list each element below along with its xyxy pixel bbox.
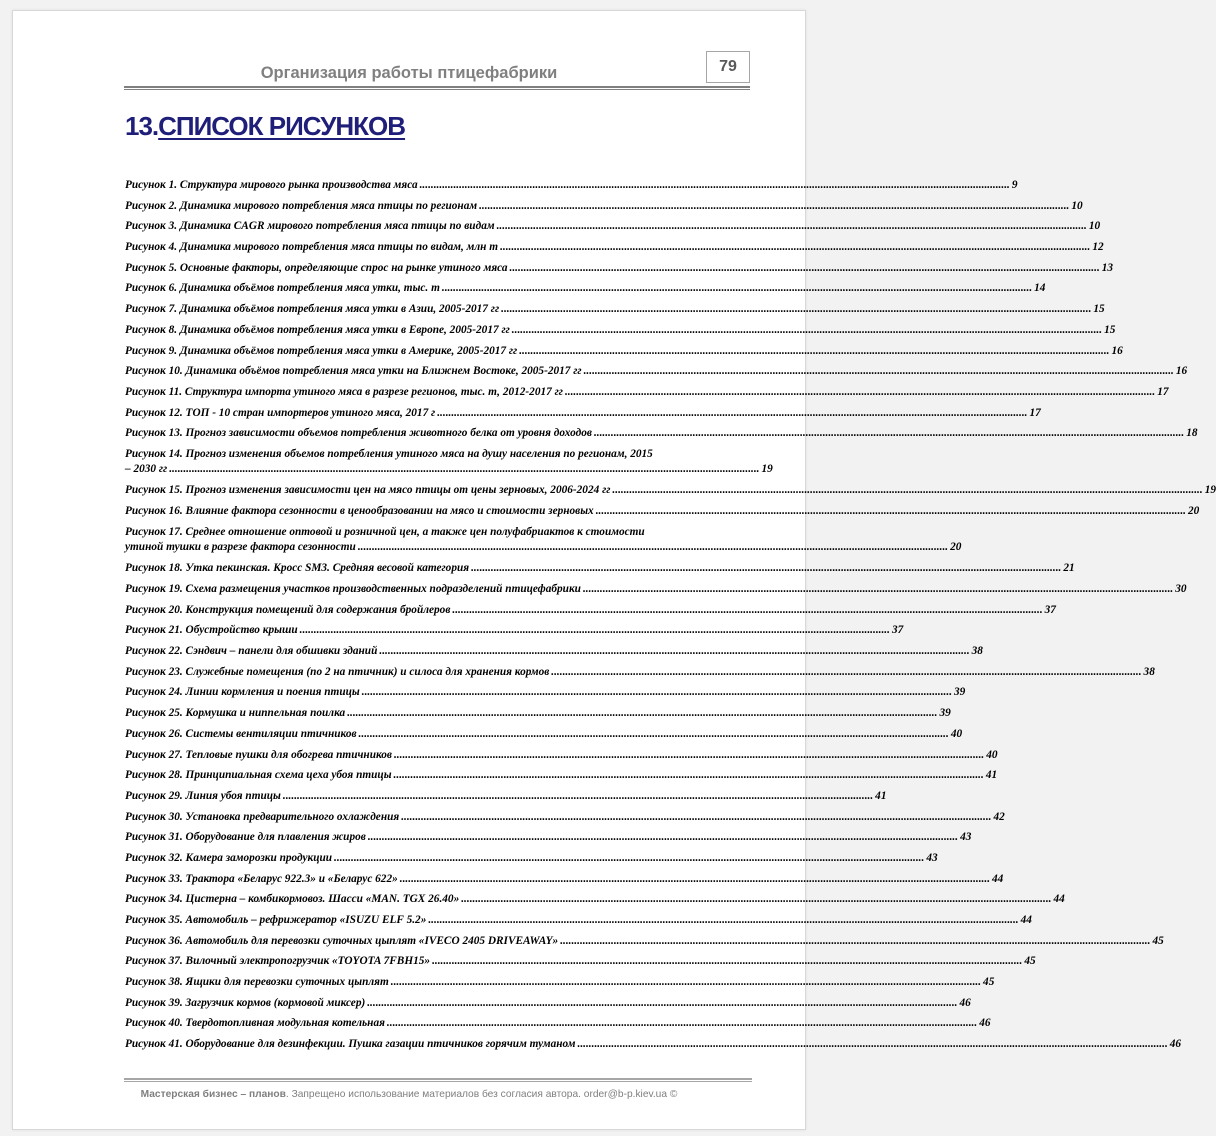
figure-entry-page-number: 15 bbox=[1093, 303, 1105, 316]
section-heading bbox=[125, 111, 405, 142]
figure-entry-page-number: 20 bbox=[1187, 505, 1200, 518]
dot-leader bbox=[400, 872, 990, 886]
figure-entry-label: Рисунок 2. Динамика мирового потребления мяса птицы по регионам bbox=[125, 199, 478, 212]
figure-list-entry[interactable] bbox=[125, 281, 1046, 302]
figure-list-entry[interactable] bbox=[125, 261, 1114, 282]
figure-entry-label: Рисунок 22. Сэндвич – панели для обшивки зданий bbox=[125, 645, 378, 658]
figure-entry-label: Рисунок 31. Оборудование для плавления жиров bbox=[125, 831, 366, 844]
figure-entry-continuation-line bbox=[125, 540, 962, 555]
figure-entry-label: Рисунок 36. Автомобиль для перевозки суточных цыплят «IVECO 2405 DRIVEAWAY» bbox=[125, 934, 559, 947]
figure-entry-page-number: 10 bbox=[1071, 199, 1083, 212]
figure-entry-label: Рисунок 35. Автомобиль – рефрижератор «ISUZU ELF 5.2» bbox=[125, 914, 427, 926]
figure-entry-page-number: 19 bbox=[1204, 484, 1216, 497]
dot-leader bbox=[432, 954, 1022, 968]
figure-entry-page-number: 45 bbox=[983, 976, 995, 989]
figure-list-entry[interactable] bbox=[125, 706, 951, 727]
figure-list-entry[interactable] bbox=[125, 996, 971, 1017]
figure-entry-page-number: 41 bbox=[985, 769, 998, 782]
figure-entry-page-number: 16 bbox=[1111, 344, 1123, 357]
figure-entry-label: Рисунок 7. Динамика объёмов потребления мяса утки в Азии, 2005-2017 гг bbox=[125, 303, 500, 316]
figure-list-entry[interactable] bbox=[125, 525, 962, 562]
figure-entry-label: Рисунок 1. Структура мирового рынка производства мяса bbox=[125, 179, 418, 191]
figure-entry-page-number: 12 bbox=[1092, 241, 1104, 254]
dot-leader bbox=[501, 302, 1091, 316]
dot-leader bbox=[420, 178, 1010, 192]
figure-list-entry[interactable] bbox=[125, 406, 1041, 427]
figure-entry-label: Рисунок 9. Динамика объёмов потребления мяса утки в Америке, 2005-2017 гг bbox=[125, 344, 518, 357]
figure-entry-label: Рисунок 10. Динамика объёмов потребления мяса утки на Ближнем Востоке, 2005-2017 гг bbox=[125, 365, 582, 378]
page-number-box: 79 bbox=[706, 51, 750, 83]
figure-entry-label: Рисунок 12. ТОП - 10 стран импортеров утиного мяса, 2017 г bbox=[125, 406, 436, 419]
figure-list-entry[interactable] bbox=[125, 603, 1056, 624]
figure-list-entry[interactable] bbox=[125, 665, 1155, 686]
figure-list-entry[interactable] bbox=[125, 582, 1187, 603]
dot-leader bbox=[560, 934, 1150, 948]
figure-entry-label: Рисунок 15. Прогноз изменения зависимости цен на мясо птицы от цены зерновых, 2006-2024 гг bbox=[125, 484, 611, 497]
figure-entry-page-number: 37 bbox=[1044, 603, 1056, 616]
figure-entry-label: Рисунок 39. Загрузчик кормов (кормовой миксер) bbox=[125, 996, 366, 1009]
figure-entry-label: Рисунок 24. Линии кормления и поения птицы bbox=[125, 686, 360, 699]
figure-entry-label: Рисунок 41. Оборудование для дезинфекции. Пушка газации птичников горячим туманом bbox=[125, 1038, 576, 1051]
footer-notice: . Запрещено использование материалов без согласия автора. order@b-p.kiev.ua bbox=[285, 1089, 670, 1100]
figure-entry-label: Рисунок 38. Ящики для перевозки суточных цыплят bbox=[125, 976, 389, 989]
figure-entry-label: Рисунок 11. Структура импорта утиного мяса в разрезе регионов, тыс. т, 2012-2017 гг bbox=[125, 385, 563, 398]
figure-entry-label: Рисунок 5. Основные факторы, определяющие спрос на рынке утиного мяса bbox=[125, 261, 508, 274]
dot-leader bbox=[358, 540, 948, 555]
figure-list-entry[interactable] bbox=[125, 561, 1075, 582]
dot-leader bbox=[452, 603, 1042, 617]
figure-list-entry[interactable] bbox=[125, 913, 1032, 934]
figure-entry-page-number: 38 bbox=[971, 645, 983, 658]
figure-entry-label: Рисунок 17. Среднее отношение оптовой и розничной цен, а также цен полуфабриактов к стоимости bbox=[125, 525, 645, 538]
figure-entry-page-number: 20 bbox=[950, 540, 962, 553]
figure-entry-label: Рисунок 3. Динамика CAGR мирового потребления мяса птицы по видам bbox=[125, 220, 495, 233]
document-page bbox=[12, 10, 1216, 1130]
dot-leader bbox=[442, 281, 1032, 295]
figure-entry-label: Рисунок 21. Обустройство крыши bbox=[125, 624, 298, 637]
figure-entry-page-number: 39 bbox=[954, 686, 966, 699]
dot-leader bbox=[584, 364, 1174, 378]
figure-entry-page-number: 46 bbox=[979, 1017, 991, 1030]
figure-entry-label: Рисунок 27. Тепловые пушки для обогрева птичников bbox=[125, 748, 392, 761]
figure-entry-label: Рисунок 33. Трактора «Беларус 922.3» и «Беларус 622» bbox=[125, 872, 398, 885]
footer-brand: Мастерская бизнес – планов bbox=[140, 1089, 286, 1100]
figure-entry-page-number: 17 bbox=[1029, 406, 1041, 419]
dot-leader bbox=[519, 344, 1109, 358]
figure-entry-page-number: 41 bbox=[875, 789, 887, 802]
figure-entry-page-number: 46 bbox=[1169, 1038, 1182, 1051]
section-number: 13. bbox=[125, 111, 159, 141]
figure-entry-page-number: 37 bbox=[891, 624, 904, 637]
figure-entry-label: Рисунок 28. Принципиальная схема цеха убоя птицы bbox=[125, 769, 392, 782]
figure-list-entry[interactable] bbox=[125, 892, 1065, 913]
figure-entry-label: Рисунок 16. Влияние фактора сезонности в ценообразовании на мясо и стоимости зерновых bbox=[125, 505, 594, 518]
figure-entry-label: Рисунок 23. Служебные помещения (по 2 на птичник) и силоса для хранения кормов bbox=[125, 665, 550, 678]
figure-entry-label: Рисунок 32. Камера заморозки продукции bbox=[125, 851, 333, 864]
figure-list-entry[interactable] bbox=[125, 954, 1036, 975]
figure-entry-page-number: 21 bbox=[1063, 562, 1075, 575]
dot-leader bbox=[401, 810, 991, 824]
header-divider bbox=[124, 86, 750, 90]
figure-list-entry[interactable] bbox=[125, 810, 1005, 831]
dot-leader bbox=[510, 261, 1100, 275]
figure-entry-page-number: 16 bbox=[1175, 365, 1188, 378]
figure-entry-page-number: 17 bbox=[1157, 385, 1169, 398]
figure-list-entry[interactable] bbox=[125, 344, 1123, 365]
dot-leader bbox=[437, 406, 1027, 420]
dot-leader bbox=[428, 913, 1018, 927]
dot-leader bbox=[362, 685, 952, 699]
figure-entry-page-number: 46 bbox=[959, 996, 971, 1009]
dot-leader bbox=[500, 240, 1090, 254]
figure-entry-label: Рисунок 18. Утка пекинская. Кросс SM3. Средняя весовой категория bbox=[125, 562, 470, 575]
figure-entry-label: Рисунок 6. Динамика объёмов потребления мяса утки, тыс. т bbox=[125, 282, 440, 295]
figure-entry-label: Рисунок 37. Вилочный электропогрузчик «TOYOTA 7FBH15» bbox=[125, 955, 431, 968]
figure-list-entry[interactable] bbox=[125, 975, 995, 996]
figure-list-entry[interactable] bbox=[125, 364, 1188, 385]
figure-entry-label: Рисунок 25. Кормушка и ниппельная поилка bbox=[125, 707, 346, 720]
figure-entry-continuation-line bbox=[125, 462, 773, 477]
figure-entry-label: Рисунок 40. Твердотопливная модульная котельная bbox=[125, 1017, 385, 1030]
figure-entry-page-number: 43 bbox=[926, 851, 938, 864]
figure-entry-page-number: 44 bbox=[1053, 893, 1065, 906]
dot-leader bbox=[169, 462, 759, 477]
figure-list-entry[interactable] bbox=[125, 302, 1105, 323]
dot-leader bbox=[461, 892, 1051, 906]
figure-list-entry[interactable] bbox=[125, 323, 1116, 344]
figure-list-entry[interactable] bbox=[125, 504, 1200, 525]
figure-list-entry[interactable] bbox=[125, 727, 963, 748]
figure-entry-page-number: 13 bbox=[1101, 261, 1114, 274]
figure-entry-page-number: 14 bbox=[1034, 282, 1046, 295]
dot-leader bbox=[391, 975, 981, 989]
dot-leader bbox=[347, 706, 937, 720]
figure-list-entry[interactable] bbox=[125, 240, 1104, 261]
dot-leader bbox=[551, 665, 1141, 679]
figure-entry-page-number: 44 bbox=[992, 872, 1004, 885]
figure-list-entry[interactable] bbox=[125, 623, 904, 644]
dot-leader bbox=[379, 644, 969, 658]
dot-leader bbox=[394, 748, 984, 762]
figure-entry-label: Рисунок 34. Цистерна – комбикормовоз. Шасси «MAN. TGX 26.40» bbox=[125, 893, 460, 906]
dot-leader bbox=[368, 830, 958, 844]
figure-list bbox=[125, 178, 1216, 1058]
figure-entry-page-number: 42 bbox=[993, 810, 1005, 823]
figure-entry-label: Рисунок 30. Установка предварительного охлаждения bbox=[125, 810, 400, 823]
footer-divider bbox=[124, 1078, 752, 1082]
figure-entry-label: Рисунок 19. Схема размещения участков производственных подразделений птицефабрики bbox=[125, 583, 581, 595]
figure-list-entry[interactable] bbox=[125, 1016, 991, 1037]
dot-leader bbox=[394, 768, 984, 782]
dot-leader bbox=[359, 727, 949, 741]
figure-list-entry[interactable] bbox=[125, 483, 1216, 504]
figure-list-entry[interactable] bbox=[125, 830, 972, 851]
page-footer bbox=[13, 1089, 805, 1100]
figure-entry-page-number: 38 bbox=[1143, 665, 1155, 678]
figure-entry-label-continuation: утиной тушки в разрезе фактора сезонности bbox=[125, 540, 356, 553]
figure-entry-label-continuation: – 2030 гг bbox=[125, 462, 168, 475]
figure-list-entry[interactable] bbox=[125, 199, 1083, 220]
dot-leader bbox=[367, 996, 957, 1010]
figure-entry-page-number: 40 bbox=[986, 748, 998, 761]
dot-leader bbox=[387, 1016, 977, 1030]
dot-leader bbox=[583, 582, 1173, 596]
figure-list-entry[interactable] bbox=[125, 447, 773, 484]
figure-entry-page-number: 15 bbox=[1104, 323, 1116, 336]
figure-entry-page-number: 19 bbox=[761, 462, 773, 475]
figure-list-entry[interactable] bbox=[125, 644, 983, 665]
figure-entry-label: Рисунок 20. Конструкция помещений для содержания бройлеров bbox=[125, 603, 451, 616]
dot-leader bbox=[596, 504, 1186, 518]
running-header-title: Организация работы птицефабрики bbox=[260, 64, 558, 82]
figure-list-entry[interactable] bbox=[125, 748, 998, 769]
figure-entry-page-number: 18 bbox=[1186, 427, 1198, 440]
figure-entry-label: Рисунок 4. Динамика мирового потребления мяса птицы по видам, млн т bbox=[125, 241, 499, 254]
figure-entry-label: Рисунок 8. Динамика объёмов потребления мяса утки в Европе, 2005-2017 гг bbox=[125, 323, 510, 336]
figure-entry-page-number: 40 bbox=[950, 727, 963, 740]
figure-entry-page-number: 30 bbox=[1175, 583, 1187, 595]
figure-entry-page-number: 10 bbox=[1088, 220, 1101, 233]
figure-entry-label: Рисунок 29. Линия убоя птицы bbox=[125, 789, 281, 802]
dot-leader bbox=[497, 219, 1087, 233]
figure-entry-page-number: 44 bbox=[1020, 914, 1032, 926]
figure-entry-page-number: 43 bbox=[960, 831, 972, 844]
figure-list-entry[interactable] bbox=[125, 685, 966, 706]
figure-entry-page-number: 9 bbox=[1011, 179, 1018, 191]
section-title: СПИСОК РИСУНКОВ bbox=[158, 111, 406, 141]
figure-list-entry[interactable] bbox=[125, 385, 1169, 406]
copyright-symbol: © bbox=[669, 1089, 678, 1100]
dot-leader bbox=[334, 851, 924, 865]
dot-leader bbox=[594, 426, 1184, 440]
dot-leader bbox=[578, 1037, 1168, 1051]
figure-list-entry[interactable] bbox=[125, 934, 1164, 955]
figure-entry-page-number: 45 bbox=[1024, 955, 1036, 968]
figure-entry-page-number: 39 bbox=[939, 707, 951, 720]
figure-list-entry[interactable] bbox=[125, 768, 998, 789]
dot-leader bbox=[283, 789, 873, 803]
dot-leader bbox=[471, 561, 1061, 575]
figure-list-entry[interactable] bbox=[125, 872, 1004, 893]
figure-entry-label: Рисунок 26. Системы вентиляции птичников bbox=[125, 727, 357, 740]
dot-leader bbox=[479, 199, 1069, 213]
figure-list-entry[interactable] bbox=[125, 1037, 1182, 1058]
figure-list-entry[interactable] bbox=[125, 178, 1018, 199]
figure-entry-page-number: 45 bbox=[1152, 934, 1164, 947]
dot-leader bbox=[612, 483, 1202, 497]
figure-list-entry[interactable] bbox=[125, 851, 938, 872]
figure-list-entry[interactable] bbox=[125, 426, 1198, 447]
dot-leader bbox=[512, 323, 1102, 337]
figure-entry-label: Рисунок 13. Прогноз зависимости объемов потребления животного белка от уровня доходов bbox=[125, 427, 592, 440]
figure-entry-label: Рисунок 14. Прогноз изменения объемов потребления утиного мяса на душу населения по регионам, 2015 bbox=[125, 447, 653, 460]
figure-list-entry[interactable] bbox=[125, 789, 887, 810]
figure-list-entry[interactable] bbox=[125, 219, 1101, 240]
dot-leader bbox=[565, 385, 1155, 399]
dot-leader bbox=[300, 623, 890, 637]
